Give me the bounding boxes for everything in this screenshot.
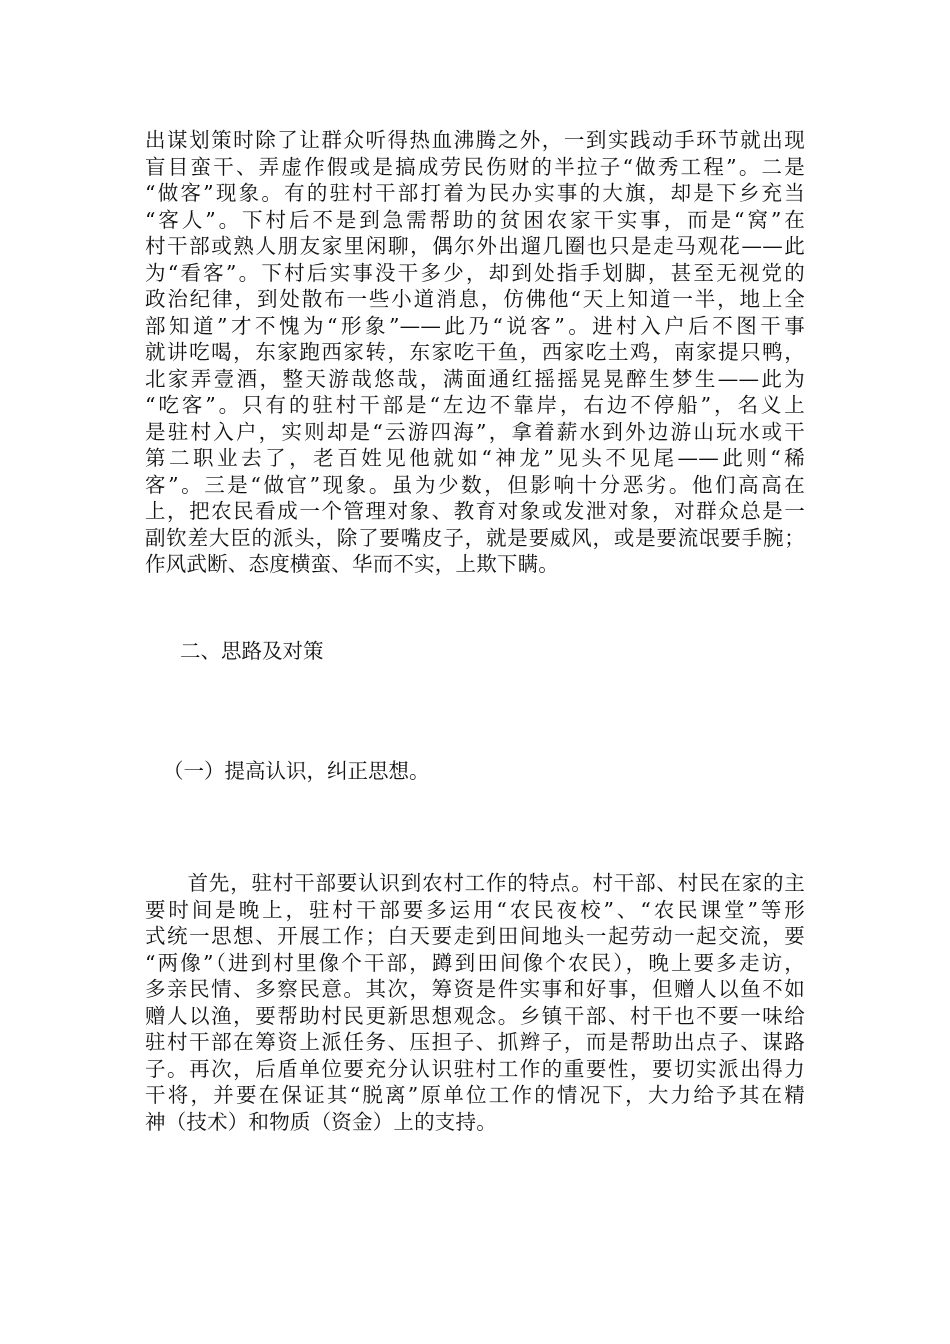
text-line: 赠人以渔，要帮助村民更新思想观念。乡镇干部、村干也不要一味给 bbox=[145, 1003, 805, 1028]
text-line: 就讲吃喝，东家跑西家转，东家吃干鱼，西家吃土鸡，南家提只鸭， bbox=[145, 340, 805, 364]
text-line: 客”。三是“做官”现象。虽为少数，但影响十分恶劣。他们高高在 bbox=[145, 472, 805, 497]
text-line: “做客”现象。有的驻村干部打着为民办实事的大旗，却是下乡充当 bbox=[145, 181, 805, 205]
text-line: 政治纪律，到处散布一些小道消息，仿佛他“天上知道一半，地上全 bbox=[145, 287, 805, 311]
text-line: 北家弄壹酒，整天游哉悠哉，满面通红摇摇晃晃醉生梦生——此为 bbox=[145, 366, 805, 391]
text-line: 上，把农民看成一个管理对象、教育对象或发泄对象，对群众总是一 bbox=[145, 499, 805, 523]
text-line: 是驻村入户，实则却是“云游四海”，拿着薪水到外边游山玩水或干 bbox=[145, 419, 805, 444]
text-line: 部知道”才不愧为“形象”——此乃“说客”。进村入户后不图干事 bbox=[145, 313, 805, 338]
subsection-heading: （一）提高认识，纠正思想。 bbox=[163, 759, 430, 783]
section-heading: 二、思路及对策 bbox=[180, 639, 324, 663]
text-line: 副钦差大臣的派头，除了要嘴皮子，就是要威风，或是要流氓要手腕； bbox=[145, 525, 805, 550]
text-line: 驻村干部在筹资上派任务、压担子、抓辫子，而是帮助出点子、谋路 bbox=[145, 1030, 805, 1054]
text-line: 首先，驻村干部要认识到农村工作的特点。村干部、村民在家的主 bbox=[145, 871, 805, 895]
body-paragraph-2 bbox=[145, 870, 805, 1135]
text-line: 第二职业去了，老百姓见他就如“神龙”见头不见尾——此则“稀 bbox=[145, 446, 805, 470]
text-line: 神（技术）和物质（资金）上的支持。 bbox=[145, 1109, 497, 1134]
text-line: “吃客”。只有的驻村干部是“左边不靠岸，右边不停船”，名义上 bbox=[145, 393, 805, 417]
text-line: 村干部或熟人朋友家里闲聊，偶尔外出遛几圈也只是走马观花——此 bbox=[145, 234, 805, 258]
text-line: 盲目蛮干、弄虚作假或是搞成劳民伤财的半拉子“做秀工程”。二是 bbox=[145, 154, 805, 179]
text-line: 要时间是晚上，驻村干部要多运用“农民夜校”、“农民课堂”等形 bbox=[145, 897, 805, 922]
text-line: 子。再次，后盾单位要充分认识驻村工作的重要性，要切实派出得力 bbox=[145, 1056, 805, 1081]
text-line: “客人”。下村后不是到急需帮助的贫困农家干实事，而是“窝”在 bbox=[145, 207, 805, 232]
text-line: 作风武断、态度横蛮、华而不实，上欺下瞒。 bbox=[145, 552, 559, 576]
text-line: 式统一思想、开展工作；白天要走到田间地头一起劳动一起交流，要 bbox=[145, 924, 805, 948]
text-line: “两像”（进到村里像个干部，蹲到田间像个农民），晚上要多走访， bbox=[145, 950, 805, 975]
text-line: 多亲民情、多察民意。其次，筹资是件实事和好事，但赠人以鱼不如 bbox=[145, 977, 805, 1001]
text-line: 出谋划策时除了让群众听得热血沸腾之外，一到实践动手环节就出现 bbox=[145, 128, 805, 152]
text-line: 干将，并要在保证其“脱离”原单位工作的情况下，大力给予其在精 bbox=[145, 1083, 805, 1107]
text-line: 为“看客”。下村后实事没干多少，却到处指手划脚，甚至无视党的 bbox=[145, 260, 805, 285]
body-paragraph-1 bbox=[145, 127, 805, 578]
